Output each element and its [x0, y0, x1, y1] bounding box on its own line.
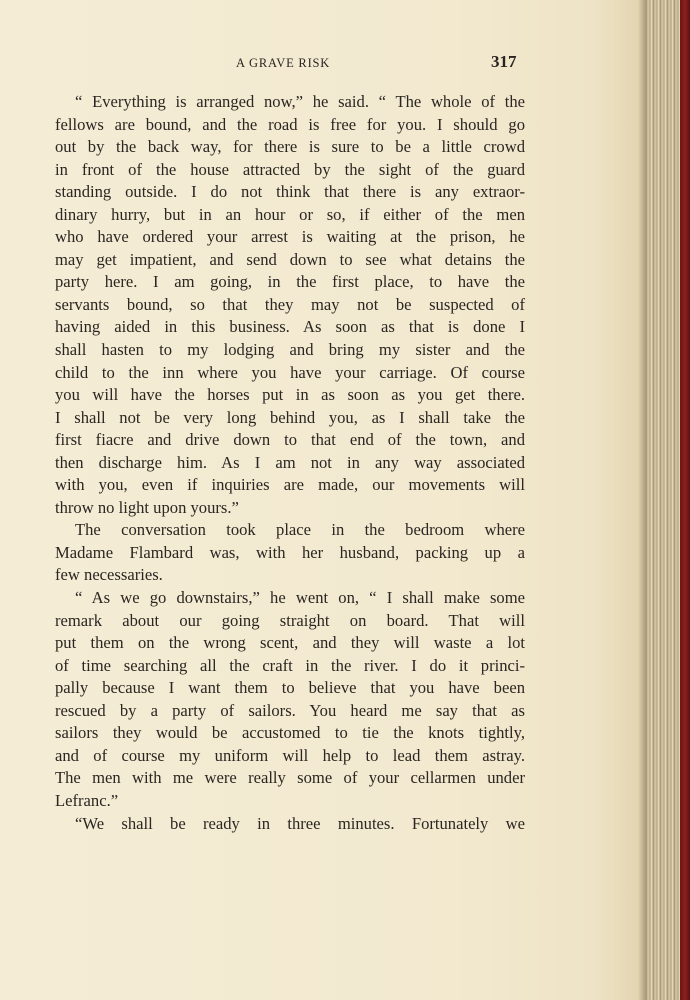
text-line: with you, even if inquiries are made, our movements will [55, 475, 525, 495]
page-number: 317 [491, 52, 517, 71]
page-gutter-shadow [638, 0, 646, 1000]
text-line: pally because I want them to believe that you have been [55, 678, 525, 698]
running-head: A GRAVE RISK [236, 56, 331, 70]
text-line: dinary hurry, but in an hour or so, if either of the men [55, 204, 525, 224]
text-line: first fiacre and drive down to that end of the town, and [55, 430, 525, 450]
text-line: remark about our going straight on board. That will [55, 610, 525, 630]
text-line: put them on the wrong scent, and they will waste a lot [55, 633, 525, 653]
text-line: fellows are bound, and the road is free for you. I should go [55, 114, 525, 134]
text-line: “ Everything is arranged now,” he said. “ The whole of the [75, 92, 525, 111]
text-line: party here. I am going, in the first place, to have the [55, 272, 525, 292]
text-line: in front of the house attracted by the sight of the guard [55, 159, 525, 179]
text-line: out by the back way, for there is sure to be a little crowd [55, 137, 525, 157]
text-line: standing outside. I do not think that there is any extraor- [55, 182, 525, 202]
text-line: servants bound, so that they may not be suspected of [55, 294, 525, 314]
text-line: The men with me were really some of your cellarmen under [55, 768, 525, 788]
text-line: may get impatient, and send down to see what detains the [55, 249, 525, 269]
text-line: shall hasten to my lodging and bring my sister and the [55, 340, 525, 360]
text-line: sailors they would be accustomed to tie the knots tightly, [55, 723, 525, 743]
text-line: child to the inn where you have your carriage. Of course [55, 362, 525, 382]
body-text [55, 91, 525, 835]
text-line: I shall not be very long behind you, as I shall take the [55, 407, 525, 427]
text-line: then discharge him. As I am not in any way associated [55, 452, 525, 472]
text-line: “ As we go downstairs,” he went on, “ I shall make some [75, 588, 525, 608]
text-line: Madame Flambard was, with her husband, packing up a [55, 542, 525, 562]
text-line: few necessaries. [55, 565, 163, 585]
text-line: “We shall be ready in three minutes. Fortunately we [75, 813, 525, 833]
text-line: having aided in this business. As soon as that is done I [55, 317, 525, 337]
text-line: throw no light upon yours.” [55, 497, 239, 517]
text-line: who have ordered your arrest is waiting at the prison, he [55, 227, 525, 247]
text-line: of time searching all the craft in the river. I do it princi- [55, 655, 525, 675]
text-line: and of course my uniform will help to lead them astray. [55, 745, 525, 765]
text-line: you will have the horses put in as soon as you get there. [55, 385, 525, 405]
book-cover-edge [680, 0, 690, 1000]
text-line: The conversation took place in the bedroom where [75, 520, 525, 540]
text-line: Lefranc.” [55, 790, 119, 810]
text-line: rescued by a party of sailors. You heard me say that as [55, 700, 525, 720]
